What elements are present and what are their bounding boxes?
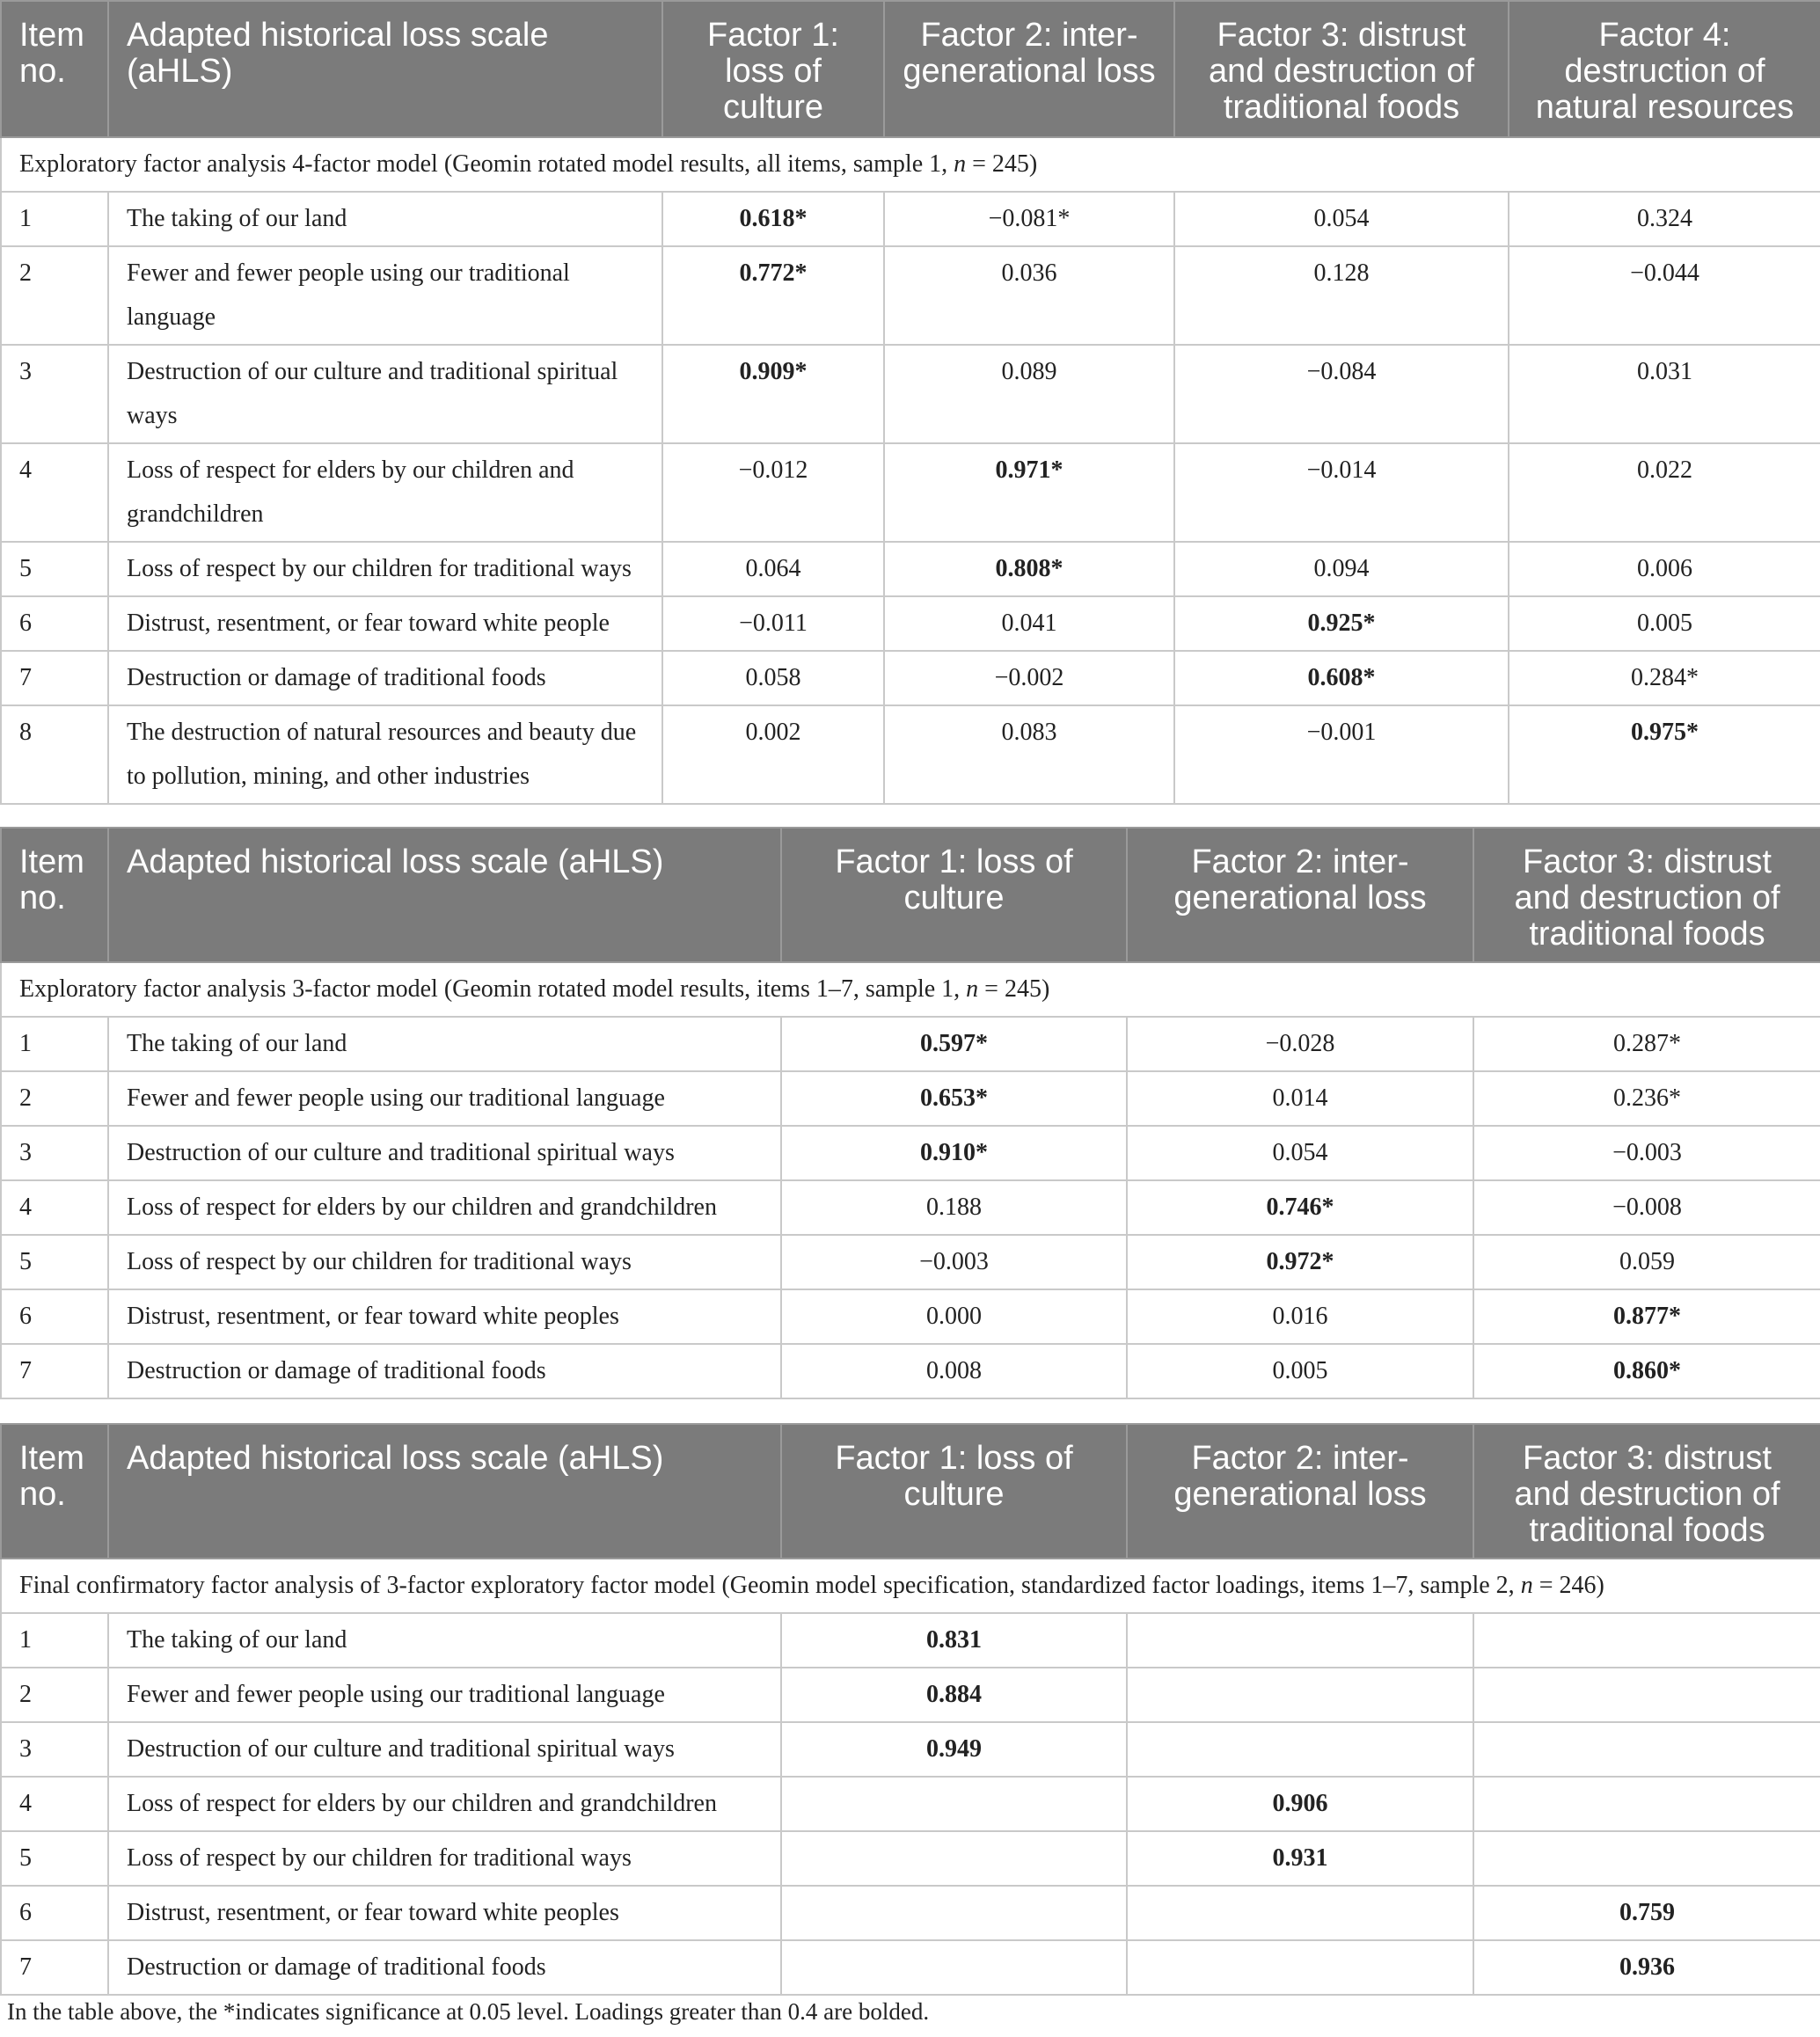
loading-cell: 0.005 — [1127, 1344, 1473, 1398]
loading-cell: −0.008 — [1473, 1180, 1820, 1235]
loading-cell: 0.746* — [1266, 1194, 1334, 1221]
item-text: Loss of respect for elders by our children and grandchildren — [108, 443, 662, 542]
loading-cell: 0.287* — [1473, 1017, 1820, 1071]
table-row — [1, 542, 1820, 596]
loading-cell — [1127, 1722, 1473, 1777]
table-row — [1, 1940, 1820, 1995]
item-text: Fewer and fewer people using our traditional language — [108, 1668, 781, 1722]
loading-cell: 0.005 — [1509, 596, 1820, 651]
table-row — [1, 596, 1820, 651]
header-item-no: Item no. — [1, 828, 108, 962]
table-row — [1, 443, 1820, 542]
loading-cell: 0.016 — [1127, 1289, 1473, 1344]
header-factor-2: Factor 2: inter-generational loss — [884, 1, 1174, 137]
loading-cell: 0.284* — [1509, 651, 1820, 705]
loading-cell: 0.094 — [1174, 542, 1509, 596]
item-no: 7 — [1, 651, 108, 705]
header-factor-2: Factor 2: inter-generational loss — [1127, 828, 1473, 962]
loading-cell: −0.084 — [1174, 345, 1509, 443]
table-row — [1, 1235, 1820, 1289]
loading-cell: 0.041 — [884, 596, 1174, 651]
item-no: 2 — [1, 1071, 108, 1126]
loading-cell — [1127, 1940, 1473, 1995]
loading-cell: 0.022 — [1509, 443, 1820, 542]
item-text: Destruction or damage of traditional foods — [108, 1344, 781, 1398]
table-row — [1, 1722, 1820, 1777]
loading-cell: 0.188 — [781, 1180, 1127, 1235]
header-factor-3: Factor 3: distrust and destruction of traditional foods — [1473, 1424, 1820, 1559]
loading-cell — [781, 1940, 1127, 1995]
item-no: 6 — [1, 1289, 108, 1344]
table-caption: Final confirmatory factor analysis of 3-factor exploratory factor model (Geomin model specification, standardized factor loadings, items 1–7, sample 2, n = 246) — [1, 1559, 1820, 1613]
loading-cell: −0.001 — [1174, 705, 1509, 804]
item-no: 4 — [1, 1777, 108, 1831]
item-no: 3 — [1, 345, 108, 443]
loading-cell: 0.083 — [884, 705, 1174, 804]
loading-cell — [781, 1831, 1127, 1886]
header-factor-1: Factor 1: loss of culture — [781, 828, 1127, 962]
loading-cell: 0.008 — [781, 1344, 1127, 1398]
item-text: Destruction of our culture and traditional spiritual ways — [108, 1126, 781, 1180]
item-text: Loss of respect by our children for traditional ways — [108, 1831, 781, 1886]
item-text: The destruction of natural resources and beauty due to pollution, mining, and other industries — [108, 705, 662, 804]
item-no: 6 — [1, 596, 108, 651]
loading-cell: 0.936 — [1619, 1953, 1675, 1981]
table-row — [1, 1668, 1820, 1722]
header-factor-1: Factor 1: loss of culture — [781, 1424, 1127, 1559]
loading-cell: −0.003 — [781, 1235, 1127, 1289]
loading-cell: 0.064 — [662, 542, 884, 596]
item-text: Fewer and fewer people using our traditional language — [108, 246, 662, 345]
table-row — [1, 345, 1820, 443]
loading-cell: 0.909* — [739, 358, 808, 385]
item-no: 5 — [1, 1235, 108, 1289]
loading-cell: 0.054 — [1174, 192, 1509, 246]
loading-cell: 0.931 — [1272, 1844, 1328, 1872]
loading-cell: 0.036 — [884, 246, 1174, 345]
item-no: 3 — [1, 1126, 108, 1180]
item-text: Distrust, resentment, or fear toward white peoples — [108, 1289, 781, 1344]
loading-cell: 0.759 — [1619, 1899, 1675, 1926]
item-text: Destruction of our culture and traditional spiritual ways — [108, 345, 662, 443]
item-no: 2 — [1, 1668, 108, 1722]
loading-cell: 0.014 — [1127, 1071, 1473, 1126]
loading-cell: 0.618* — [739, 205, 808, 232]
header-item-no: Item no. — [1, 1424, 108, 1559]
loading-cell — [1473, 1722, 1820, 1777]
table-row — [1, 1017, 1820, 1071]
loading-cell: −0.081* — [884, 192, 1174, 246]
table-row — [1, 1289, 1820, 1344]
item-text: Fewer and fewer people using our traditional language — [108, 1071, 781, 1126]
loading-cell: 0.128 — [1174, 246, 1509, 345]
loading-cell: 0.906 — [1272, 1790, 1328, 1817]
item-text: Loss of respect for elders by our children and grandchildren — [108, 1777, 781, 1831]
loading-cell — [1127, 1613, 1473, 1668]
loading-cell: 0.006 — [1509, 542, 1820, 596]
loading-cell — [1473, 1668, 1820, 1722]
loading-cell: 0.324 — [1509, 192, 1820, 246]
item-no: 5 — [1, 542, 108, 596]
loading-cell: 0.236* — [1473, 1071, 1820, 1126]
item-no: 4 — [1, 443, 108, 542]
item-no: 3 — [1, 1722, 108, 1777]
table-caption: Exploratory factor analysis 4-factor model (Geomin rotated model results, all items, sample 1, n = 245) — [1, 137, 1820, 192]
item-no: 1 — [1, 1613, 108, 1668]
loading-cell: 0.597* — [920, 1030, 988, 1057]
item-text: Destruction of our culture and traditional spiritual ways — [108, 1722, 781, 1777]
item-text: Loss of respect by our children for traditional ways — [108, 542, 662, 596]
loading-cell: 0.877* — [1613, 1303, 1681, 1330]
loading-cell: 0.054 — [1127, 1126, 1473, 1180]
header-scale: Adapted historical loss scale (aHLS) — [108, 828, 781, 962]
table-row — [1, 246, 1820, 345]
loading-cell: 0.808* — [995, 555, 1063, 582]
factor-table-3factor-efa — [0, 827, 1820, 1399]
table-row — [1, 1777, 1820, 1831]
loading-cell: 0.831 — [926, 1626, 982, 1654]
table-row — [1, 1126, 1820, 1180]
item-text: The taking of our land — [108, 1613, 781, 1668]
loading-cell: −0.044 — [1509, 246, 1820, 345]
item-text: Distrust, resentment, or fear toward white peoples — [108, 1886, 781, 1940]
loading-cell: 0.772* — [739, 259, 808, 287]
header-factor-1: Factor 1: loss of culture — [662, 1, 884, 137]
loading-cell: 0.971* — [995, 456, 1063, 484]
loading-cell: 0.059 — [1473, 1235, 1820, 1289]
item-no: 1 — [1, 1017, 108, 1071]
table-row — [1, 1831, 1820, 1886]
loading-cell: 0.002 — [662, 705, 884, 804]
loading-cell — [1127, 1886, 1473, 1940]
item-no: 8 — [1, 705, 108, 804]
loading-cell: −0.014 — [1174, 443, 1509, 542]
loading-cell — [1127, 1668, 1473, 1722]
item-text: Destruction or damage of traditional foods — [108, 651, 662, 705]
item-no: 7 — [1, 1940, 108, 1995]
table-row — [1, 1613, 1820, 1668]
loading-cell: 0.884 — [926, 1681, 982, 1708]
loading-cell — [781, 1886, 1127, 1940]
loading-cell: 0.608* — [1307, 664, 1376, 691]
table-row — [1, 705, 1820, 804]
loading-cell: 0.653* — [920, 1084, 988, 1112]
factor-table-3factor-cfa — [0, 1423, 1820, 1996]
loading-cell: −0.002 — [884, 651, 1174, 705]
table-row — [1, 651, 1820, 705]
loading-cell: 0.949 — [926, 1735, 982, 1763]
header-scale: Adapted historical loss scale (aHLS) — [108, 1424, 781, 1559]
item-no: 1 — [1, 192, 108, 246]
item-no: 5 — [1, 1831, 108, 1886]
item-no: 2 — [1, 246, 108, 345]
loading-cell — [781, 1777, 1127, 1831]
header-factor-3: Factor 3: distrust and destruction of traditional foods — [1174, 1, 1509, 137]
header-factor-2: Factor 2: inter-generational loss — [1127, 1424, 1473, 1559]
item-no: 4 — [1, 1180, 108, 1235]
header-scale: Adapted historical loss scale (aHLS) — [108, 1, 662, 137]
item-no: 7 — [1, 1344, 108, 1398]
loading-cell: −0.003 — [1473, 1126, 1820, 1180]
loading-cell — [1473, 1831, 1820, 1886]
item-text: Loss of respect by our children for traditional ways — [108, 1235, 781, 1289]
header-factor-4: Factor 4: destruction of natural resources — [1509, 1, 1820, 137]
table-footnote: In the table above, the *indicates significance at 0.05 level. Loadings greater than 0.4 are bolded. — [7, 1998, 930, 2025]
loading-cell: 0.058 — [662, 651, 884, 705]
loading-cell: 0.860* — [1613, 1357, 1681, 1384]
table-row — [1, 1344, 1820, 1398]
item-text: The taking of our land — [108, 1017, 781, 1071]
table-row — [1, 1180, 1820, 1235]
loading-cell: 0.031 — [1509, 345, 1820, 443]
loading-cell: −0.011 — [662, 596, 884, 651]
item-text: Destruction or damage of traditional foods — [108, 1940, 781, 1995]
loading-cell: 0.000 — [781, 1289, 1127, 1344]
item-text: Distrust, resentment, or fear toward white people — [108, 596, 662, 651]
loading-cell: −0.012 — [662, 443, 884, 542]
loading-cell: 0.975* — [1631, 719, 1699, 746]
loading-cell — [1473, 1777, 1820, 1831]
loading-cell: 0.089 — [884, 345, 1174, 443]
table-row — [1, 192, 1820, 246]
header-factor-3: Factor 3: distrust and destruction of traditional foods — [1473, 828, 1820, 962]
factor-table-4factor — [0, 0, 1820, 805]
loading-cell: 0.972* — [1266, 1248, 1334, 1275]
loading-cell: 0.910* — [920, 1139, 988, 1166]
item-text: Loss of respect for elders by our children and grandchildren — [108, 1180, 781, 1235]
table-row — [1, 1071, 1820, 1126]
loading-cell: 0.925* — [1307, 610, 1376, 637]
item-text: The taking of our land — [108, 192, 662, 246]
header-item-no: Item no. — [1, 1, 108, 137]
table-row — [1, 1886, 1820, 1940]
loading-cell: −0.028 — [1127, 1017, 1473, 1071]
loading-cell — [1473, 1613, 1820, 1668]
table-caption: Exploratory factor analysis 3-factor model (Geomin rotated model results, items 1–7, sample 1, n = 245) — [1, 962, 1820, 1017]
item-no: 6 — [1, 1886, 108, 1940]
